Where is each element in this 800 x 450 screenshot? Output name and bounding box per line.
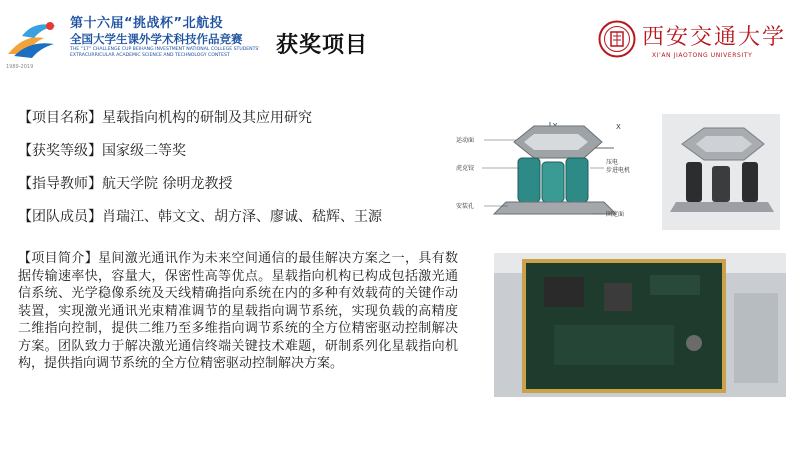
device-photo xyxy=(662,114,780,230)
project-introduction: 【项目简介】星间激光通讯作为未来空间通信的最佳解决方案之一，具有数据传输速率快，容量大，保密性高等优点。星载指向机构已构成包括激光通信系统、光学稳像系统及天线精确指向系统在内的多种有效载荷的关键作动装置，实现激光通讯光束精准调节的星载指向调节系统，实现负载的高精度二维指向控制，提供二维乃至多维指向调节系统的全方位精密驱动控制解决方案。团队致力于解决激光通信终端关键技术难题，研制系列化星载指向机构，提供指向调节系统的全方位精密驱动控制解决方案。 xyxy=(18,251,458,371)
university-name-en: XI'AN JIAOTONG UNIVERSITY xyxy=(652,52,753,59)
competition-name xyxy=(70,16,270,59)
mounting-hole-label: 安装孔 xyxy=(456,203,475,210)
competition-en-line1: THE “17” CHALLENGE CUP BEIHANG INVESTMENT NATIONAL COLLEGE STUDENTS' xyxy=(70,47,260,52)
logo-years: 1989-2019 xyxy=(6,64,34,70)
award-level: 【获奖等级】国家级二等奖 xyxy=(18,143,186,159)
motor-label-line1: 压电 xyxy=(606,159,619,166)
circuit-board-photo xyxy=(494,253,786,397)
mechanism-diagram xyxy=(454,118,652,230)
x-axis-label: X xyxy=(616,123,621,131)
header xyxy=(0,0,800,78)
competition-title-line2: 全国大学生课外学术科技作品竞赛 xyxy=(70,32,243,46)
page-title: 获奖项目 xyxy=(276,33,369,58)
project-info xyxy=(18,108,488,240)
fixed-platform-label: 固定面 xyxy=(606,211,625,218)
team-members: 【团队成员】肖瑞江、韩文文、胡方泽、廖诚、嵇辉、王源 xyxy=(18,209,382,225)
hooke-joint-label: 虎克铰 xyxy=(456,165,475,172)
challenge-cup-logo xyxy=(4,14,66,70)
project-name: 【项目名称】星载指向机构的研制及其应用研究 xyxy=(18,110,312,126)
moving-platform-label: 运动面 xyxy=(456,137,475,144)
university-name-cn: 西安交通大学 xyxy=(642,25,787,50)
xjtu-emblem-icon xyxy=(598,20,636,58)
advisor: 【指导教师】航天学院 徐明龙教授 xyxy=(18,176,233,192)
motor-label-line2: 步进电机 xyxy=(606,167,631,174)
competition-title-line1: 第十六届“挑战杯”北航投 xyxy=(70,16,224,31)
competition-en-line2: EXTRACURRICULAR ACADEMIC SCIENCE AND TECHNOLOGY CONTEST xyxy=(70,53,230,58)
